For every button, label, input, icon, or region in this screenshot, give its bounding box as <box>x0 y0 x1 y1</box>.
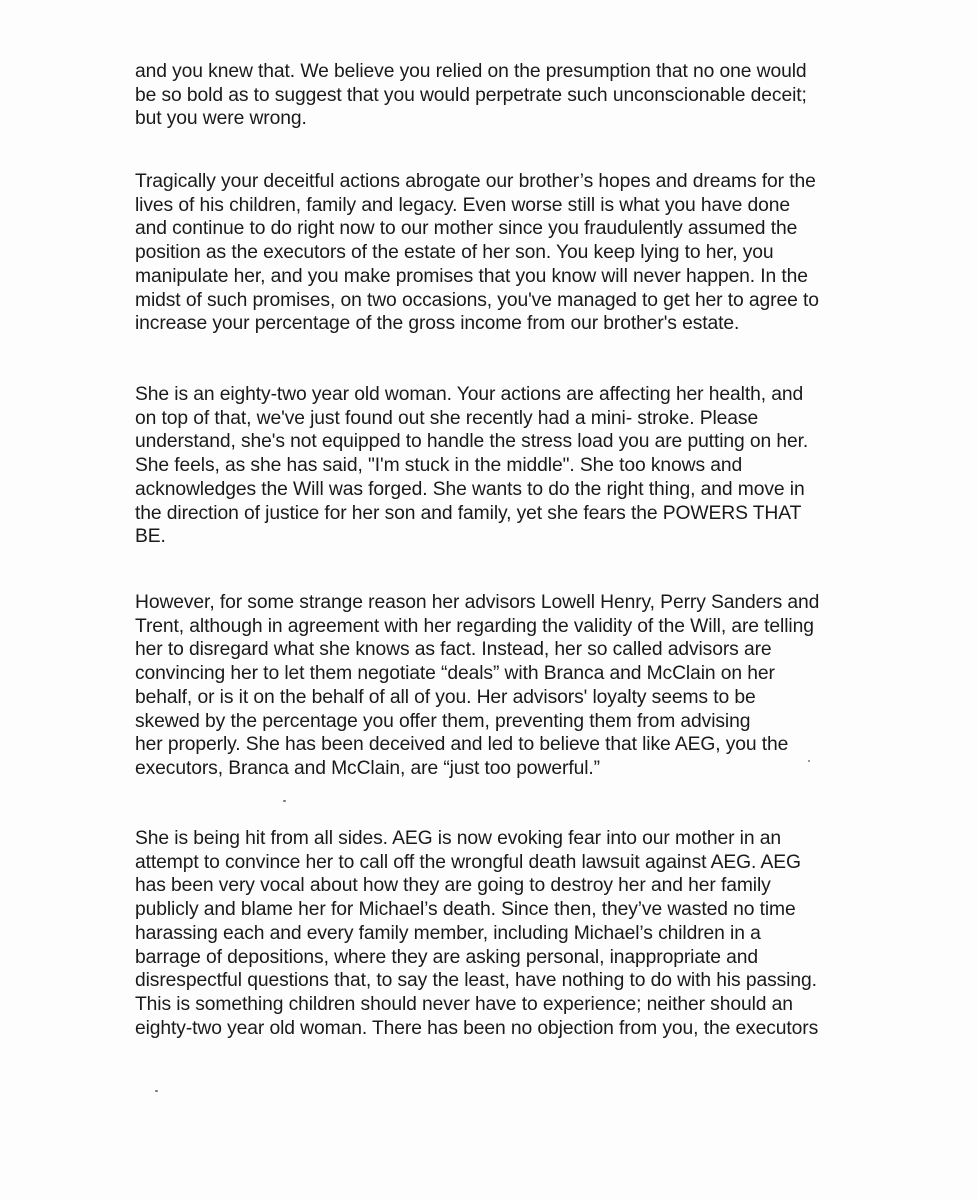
text-line: She feels, as she has said, "I'm stuck in the middle". She too knows and <box>135 455 743 477</box>
text-line: behalf, or is it on the behalf of all of you. Her advisors' loyalty seems to be <box>135 686 756 708</box>
text-line: harassing each and every family member, including Michael’s children in a <box>135 922 761 944</box>
text-line: but you were wrong. <box>135 108 307 130</box>
text-line: She is an eighty-two year old woman. Your actions are affecting her health, and <box>135 384 804 405</box>
text-line: and continue to do right now to our mother since you fraudulently assumed the <box>135 218 798 240</box>
text-line: position as the executors of the estate of her son. You keep lying to her, you <box>135 242 774 264</box>
paragraph-3 <box>135 383 847 549</box>
text-line: her to disregard what she knows as fact. Instead, her so called advisors are <box>135 639 772 661</box>
text-line: convincing her to let them negotiate “deals” with Branca and McClain on her <box>135 663 775 685</box>
text-line: She is being hit from all sides. AEG is now evoking fear into our mother in an <box>135 828 781 849</box>
scan-speck <box>808 760 810 762</box>
text-line: on top of that, we've just found out she recently had a mini- stroke. Please <box>135 407 759 429</box>
text-line: understand, she's not equipped to handle the stress load you are putting on her. <box>135 431 809 453</box>
scan-speck <box>283 800 286 802</box>
text-line: However, for some strange reason her advisors Lowell Henry, Perry Sanders and <box>135 592 820 613</box>
text-line: manipulate her, and you make promises that you know will never happen. In the <box>135 265 808 287</box>
text-line: This is something children should never have to experience; neither should an <box>135 993 793 1015</box>
text-line: disrespectful questions that, to say the least, have nothing to do with his passing. <box>135 970 817 992</box>
paragraph-5 <box>135 827 847 1040</box>
text-line: her properly. She has been deceived and led to believe that like AEG, you the <box>135 734 789 756</box>
text-line: Trent, although in agreement with her regarding the validity of the Will, are telling <box>135 615 814 637</box>
text-line: increase your percentage of the gross income from our brother's estate. <box>135 313 740 335</box>
text-line: lives of his children, family and legacy. Even worse still is what you have done <box>135 194 791 216</box>
text-line: BE. <box>135 526 166 548</box>
text-line: has been very vocal about how they are going to destroy her and her family <box>135 875 771 897</box>
text-line: be so bold as to suggest that you would perpetrate such unconscionable deceit; <box>135 84 807 106</box>
text-line: skewed by the percentage you offer them, preventing them from advising <box>135 710 751 732</box>
text-line: acknowledges the Will was forged. She wants to do the right thing, and move in <box>135 478 805 500</box>
text-line: Tragically your deceitful actions abrogate our brother’s hopes and dreams for the <box>135 171 816 192</box>
text-line: and you knew that. We believe you relied on the presumption that no one would <box>135 61 807 82</box>
text-line: barrage of depositions, where they are asking personal, inappropriate and <box>135 946 758 968</box>
text-line: the direction of justice for her son and family, yet she fears the POWERS THAT <box>135 502 802 524</box>
scan-speck <box>155 1090 158 1092</box>
text-line: publicly and blame her for Michael’s death. Since then, they’ve wasted no time <box>135 899 796 921</box>
paragraph-4 <box>135 591 847 781</box>
text-line: executors, Branca and McClain, are “just too powerful.” <box>135 757 600 779</box>
text-line: attempt to convince her to call off the wrongful death lawsuit against AEG. AEG <box>135 851 801 873</box>
paragraph-1 <box>135 60 847 131</box>
paragraph-2 <box>135 170 847 336</box>
text-line: midst of such promises, on two occasions, you've managed to get her to agree to <box>135 289 819 311</box>
text-line: eighty-two year old woman. There has been no objection from you, the executors <box>135 1017 819 1039</box>
